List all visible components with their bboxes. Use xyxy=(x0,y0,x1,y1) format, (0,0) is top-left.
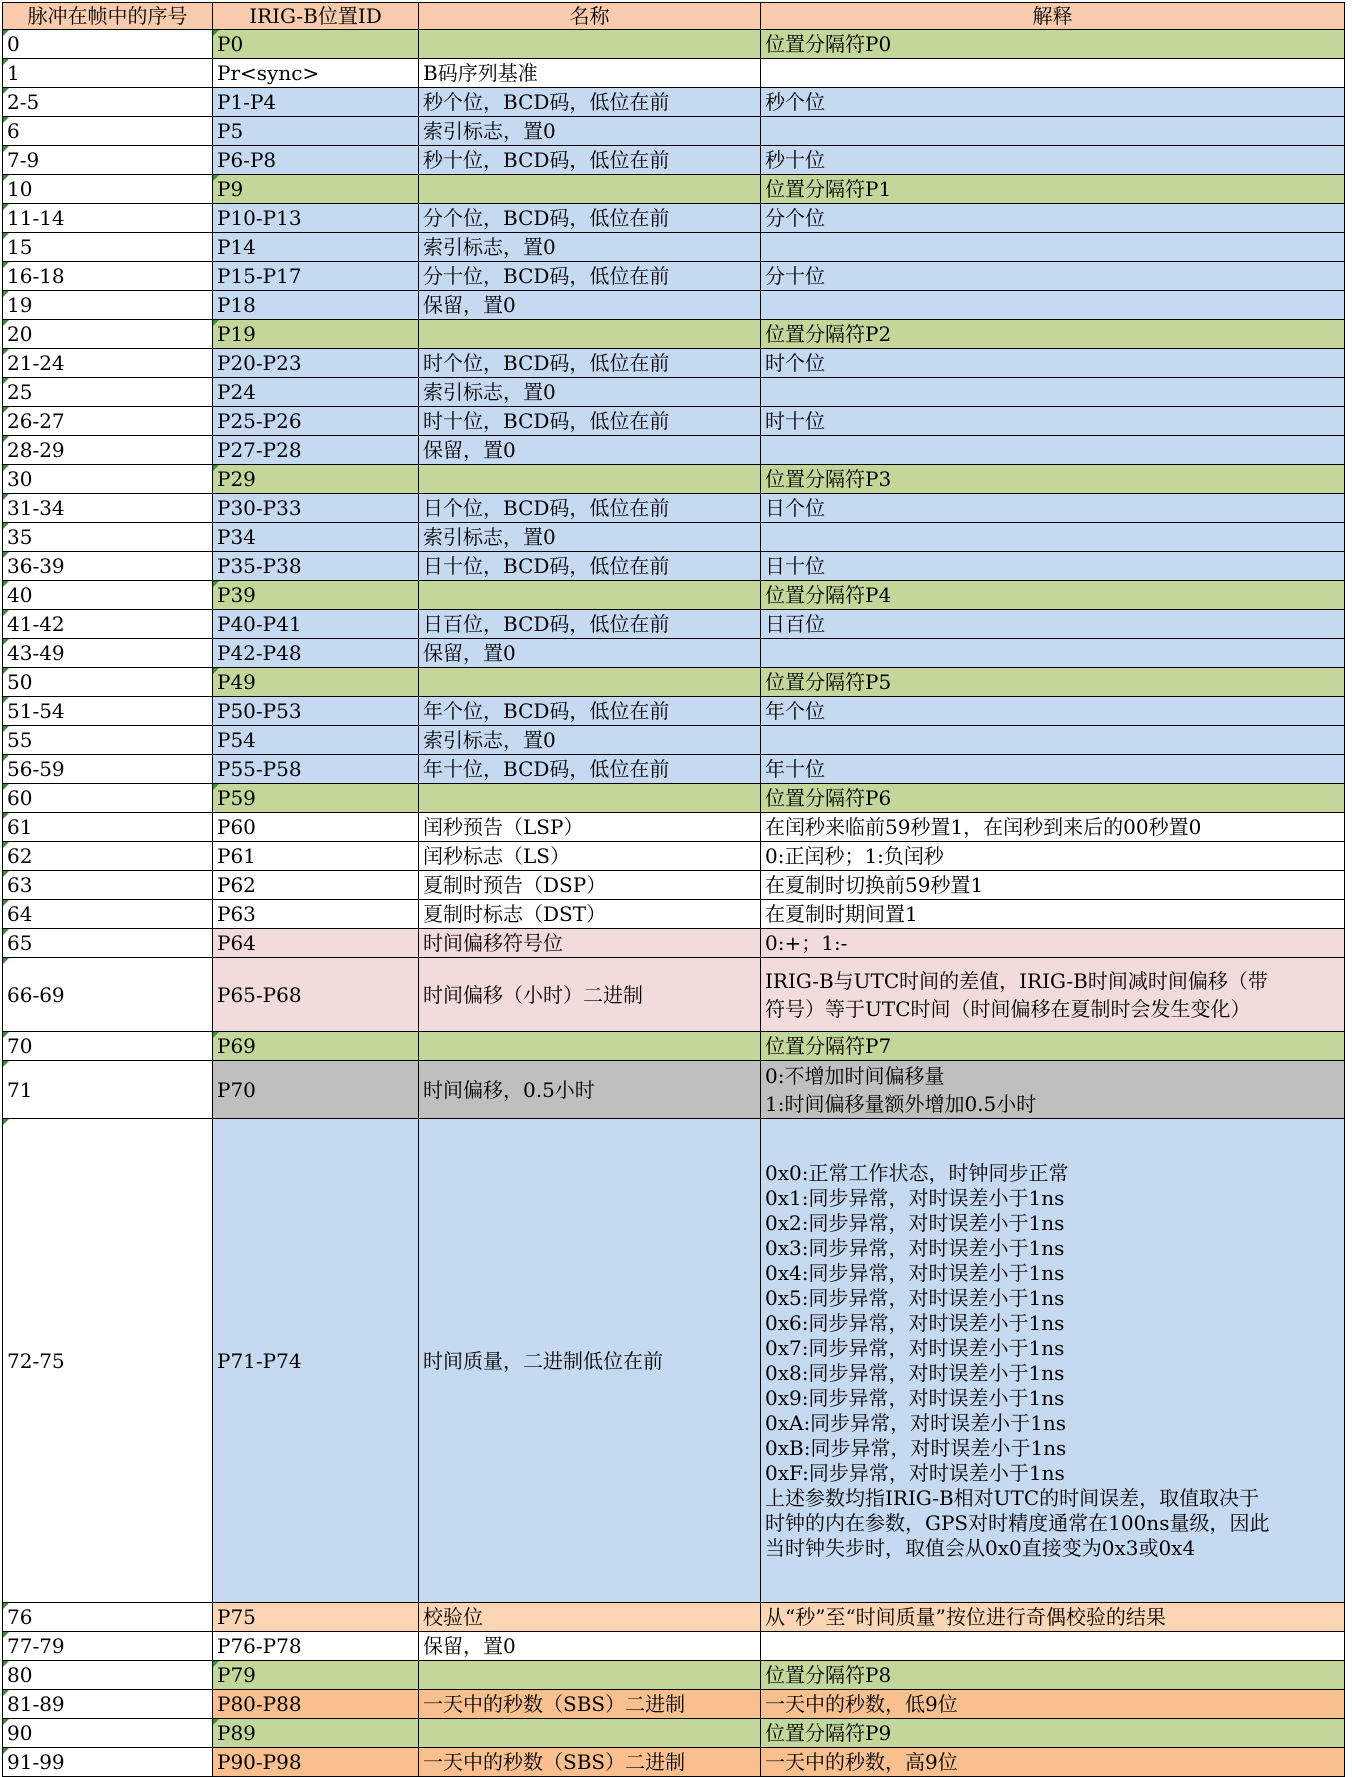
header-name[interactable]: 名称 xyxy=(419,3,761,30)
sequence-cell[interactable]: 60 xyxy=(3,784,213,813)
sequence-cell[interactable]: 43-49 xyxy=(3,639,213,668)
name-cell[interactable]: 秒十位，BCD码，低位在前 xyxy=(419,146,761,175)
name-cell[interactable]: 分个位，BCD码，低位在前 xyxy=(419,204,761,233)
position-id-cell[interactable]: P90-P98 xyxy=(213,1748,419,1777)
name-cell[interactable]: 一天中的秒数（SBS）二进制 xyxy=(419,1748,761,1777)
explanation-cell[interactable]: 分十位 xyxy=(761,262,1345,291)
table-row xyxy=(3,610,1345,639)
position-id-cell[interactable]: P34 xyxy=(213,523,419,552)
name-cell[interactable] xyxy=(419,581,761,610)
sequence-cell[interactable]: 51-54 xyxy=(3,697,213,726)
table-row xyxy=(3,581,1345,610)
sequence-cell[interactable]: 90 xyxy=(3,1719,213,1748)
position-id-cell[interactable]: P62 xyxy=(213,871,419,900)
explanation-cell[interactable]: 0:+；1:- xyxy=(761,929,1345,958)
position-id-cell[interactable]: P9 xyxy=(213,175,419,204)
sequence-cell[interactable]: 15 xyxy=(3,233,213,262)
table-row xyxy=(3,262,1345,291)
explanation-cell[interactable]: 位置分隔符P6 xyxy=(761,784,1345,813)
position-id-cell[interactable]: P49 xyxy=(213,668,419,697)
name-cell[interactable]: 索引标志，置0 xyxy=(419,378,761,407)
name-cell[interactable] xyxy=(419,784,761,813)
name-cell[interactable]: 校验位 xyxy=(419,1603,761,1632)
name-cell[interactable] xyxy=(419,1719,761,1748)
name-cell[interactable]: 年十位，BCD码，低位在前 xyxy=(419,755,761,784)
table-row xyxy=(3,407,1345,436)
explanation-cell[interactable]: 在闰秒来临前59秒置1，在闰秒到来后的00秒置0 xyxy=(761,813,1345,842)
position-id-cell[interactable]: P18 xyxy=(213,291,419,320)
table-row xyxy=(3,1603,1345,1632)
sequence-cell[interactable]: 66-69 xyxy=(3,958,213,1032)
position-id-cell[interactable]: P71-P74 xyxy=(213,1119,419,1603)
explanation-cell[interactable]: 日十位 xyxy=(761,552,1345,581)
table-body xyxy=(3,30,1345,1777)
position-id-cell[interactable]: P63 xyxy=(213,900,419,929)
position-id-cell[interactable]: P59 xyxy=(213,784,419,813)
position-id-cell[interactable]: P1-P4 xyxy=(213,88,419,117)
explanation-cell[interactable] xyxy=(761,117,1345,146)
name-cell[interactable]: 年个位，BCD码，低位在前 xyxy=(419,697,761,726)
sequence-cell[interactable]: 10 xyxy=(3,175,213,204)
position-id-cell[interactable]: P19 xyxy=(213,320,419,349)
name-cell[interactable]: 闰秒标志（LS） xyxy=(419,842,761,871)
explanation-cell[interactable]: 0:正闰秒；1:负闰秒 xyxy=(761,842,1345,871)
table-row xyxy=(3,175,1345,204)
position-id-cell[interactable]: P30-P33 xyxy=(213,494,419,523)
name-cell[interactable]: 夏制时预告（DSP） xyxy=(419,871,761,900)
sequence-cell[interactable]: 77-79 xyxy=(3,1632,213,1661)
table-row xyxy=(3,697,1345,726)
position-id-cell[interactable]: P70 xyxy=(213,1061,419,1119)
table-header xyxy=(3,3,1345,30)
sequence-cell[interactable]: 80 xyxy=(3,1661,213,1690)
table-row xyxy=(3,1661,1345,1690)
table-row xyxy=(3,523,1345,552)
name-cell[interactable]: 保留，置0 xyxy=(419,291,761,320)
name-cell[interactable]: 日十位，BCD码，低位在前 xyxy=(419,552,761,581)
sequence-cell[interactable]: 72-75 xyxy=(3,1119,213,1603)
position-id-cell[interactable]: P40-P41 xyxy=(213,610,419,639)
position-id-cell[interactable]: P60 xyxy=(213,813,419,842)
name-cell[interactable] xyxy=(419,1661,761,1690)
explanation-cell[interactable]: 位置分隔符P3 xyxy=(761,465,1345,494)
sequence-cell[interactable]: 40 xyxy=(3,581,213,610)
explanation-cell[interactable]: 位置分隔符P1 xyxy=(761,175,1345,204)
table-row xyxy=(3,436,1345,465)
position-id-cell[interactable]: P50-P53 xyxy=(213,697,419,726)
sequence-cell[interactable]: 6 xyxy=(3,117,213,146)
sequence-cell[interactable]: 2-5 xyxy=(3,88,213,117)
sequence-cell[interactable]: 65 xyxy=(3,929,213,958)
table-row xyxy=(3,813,1345,842)
header-sequence[interactable]: 脉冲在帧中的序号 xyxy=(3,3,213,30)
table-row xyxy=(3,552,1345,581)
position-id-cell[interactable]: Pr<sync> xyxy=(213,59,419,88)
table-row xyxy=(3,639,1345,668)
name-cell[interactable]: B码序列基准 xyxy=(419,59,761,88)
position-id-cell[interactable]: P61 xyxy=(213,842,419,871)
explanation-cell[interactable]: 一天中的秒数，低9位 xyxy=(761,1690,1345,1719)
explanation-cell[interactable]: 年个位 xyxy=(761,697,1345,726)
sequence-cell[interactable]: 31-34 xyxy=(3,494,213,523)
position-id-cell[interactable]: P80-P88 xyxy=(213,1690,419,1719)
position-id-cell[interactable]: P15-P17 xyxy=(213,262,419,291)
name-cell[interactable] xyxy=(419,175,761,204)
name-cell[interactable]: 索引标志，置0 xyxy=(419,233,761,262)
sequence-cell[interactable]: 50 xyxy=(3,668,213,697)
name-cell[interactable]: 闰秒预告（LSP） xyxy=(419,813,761,842)
sequence-cell[interactable]: 64 xyxy=(3,900,213,929)
sequence-cell[interactable]: 0 xyxy=(3,30,213,59)
name-cell[interactable]: 索引标志，置0 xyxy=(419,117,761,146)
explanation-cell[interactable]: 在夏制时期间置1 xyxy=(761,900,1345,929)
explanation-cell[interactable]: 一天中的秒数，高9位 xyxy=(761,1748,1345,1777)
table-row xyxy=(3,1632,1345,1661)
explanation-cell[interactable] xyxy=(761,378,1345,407)
name-cell[interactable]: 一天中的秒数（SBS）二进制 xyxy=(419,1690,761,1719)
sequence-cell[interactable]: 21-24 xyxy=(3,349,213,378)
table-row xyxy=(3,929,1345,958)
sequence-cell[interactable]: 62 xyxy=(3,842,213,871)
name-cell[interactable]: 保留，置0 xyxy=(419,639,761,668)
table-row xyxy=(3,1119,1345,1603)
name-cell[interactable]: 秒个位，BCD码，低位在前 xyxy=(419,88,761,117)
sequence-cell[interactable]: 19 xyxy=(3,291,213,320)
position-id-cell[interactable]: P54 xyxy=(213,726,419,755)
table-row xyxy=(3,1748,1345,1777)
position-id-cell[interactable]: P69 xyxy=(213,1032,419,1061)
irig-b-frame-table xyxy=(2,2,1345,1777)
sequence-cell[interactable]: 71 xyxy=(3,1061,213,1119)
position-id-cell[interactable]: P5 xyxy=(213,117,419,146)
table-row xyxy=(3,320,1345,349)
name-cell[interactable] xyxy=(419,465,761,494)
explanation-cell[interactable]: 位置分隔符P5 xyxy=(761,668,1345,697)
table-row xyxy=(3,349,1345,378)
position-id-cell[interactable]: P6-P8 xyxy=(213,146,419,175)
name-cell[interactable]: 索引标志，置0 xyxy=(419,523,761,552)
sequence-cell[interactable]: 81-89 xyxy=(3,1690,213,1719)
sequence-cell[interactable]: 55 xyxy=(3,726,213,755)
name-cell[interactable] xyxy=(419,668,761,697)
position-id-cell[interactable]: P89 xyxy=(213,1719,419,1748)
header-row xyxy=(3,3,1345,30)
explanation-cell[interactable]: 位置分隔符P2 xyxy=(761,320,1345,349)
table-row xyxy=(3,117,1345,146)
sequence-cell[interactable]: 25 xyxy=(3,378,213,407)
position-id-cell[interactable]: P29 xyxy=(213,465,419,494)
position-id-cell[interactable]: P76-P78 xyxy=(213,1632,419,1661)
name-cell[interactable]: 时间质量，二进制低位在前 xyxy=(419,1119,761,1603)
explanation-cell[interactable]: 0x0:正常工作状态，时钟同步正常 0x1:同步异常，对时误差小于1ns 0x2:同步异常，对时误差小于1ns 0x3:同步异常，对时误差小于1ns 0x4:同步异常，对时误差小于1ns 0x5:同步异常，对时误差小于1ns 0x6:同步异常，对时误差小于1ns 0x7:同步异常，对时误差小于1ns 0x8:同步异常，对时误差小于1ns 0x9:同步异常，对时误差小于1ns 0xA:同步异常，对时误差小于1ns 0xB:同步异常，对时误差小于1ns 0xF:同步异常，对时误差小于1ns 上述参数均指IRIG-B相对UTC的时间误差，取值取决于 时钟的内在参数，GPS对时精度通常在100ns量级，因此 当时钟失步时，取值会从0x0直接变为0x3或0x4 xyxy=(761,1119,1345,1603)
header-explanation[interactable]: 解释 xyxy=(761,3,1345,30)
sequence-cell[interactable]: 1 xyxy=(3,59,213,88)
sequence-cell[interactable]: 20 xyxy=(3,320,213,349)
name-cell[interactable]: 时间偏移（小时）二进制 xyxy=(419,958,761,1032)
explanation-cell[interactable]: 秒十位 xyxy=(761,146,1345,175)
position-id-cell[interactable]: P0 xyxy=(213,30,419,59)
explanation-cell[interactable]: 位置分隔符P9 xyxy=(761,1719,1345,1748)
position-id-cell[interactable]: P35-P38 xyxy=(213,552,419,581)
explanation-cell[interactable]: 0:不增加时间偏移量 1:时间偏移量额外增加0.5小时 xyxy=(761,1061,1345,1119)
position-id-cell[interactable]: P10-P13 xyxy=(213,204,419,233)
explanation-cell[interactable]: 年十位 xyxy=(761,755,1345,784)
sequence-cell[interactable]: 41-42 xyxy=(3,610,213,639)
table-row xyxy=(3,755,1345,784)
position-id-cell[interactable]: P79 xyxy=(213,1661,419,1690)
name-cell[interactable]: 保留，置0 xyxy=(419,1632,761,1661)
position-id-cell[interactable]: P55-P58 xyxy=(213,755,419,784)
explanation-cell[interactable] xyxy=(761,291,1345,320)
explanation-cell[interactable]: 位置分隔符P0 xyxy=(761,30,1345,59)
header-position-id[interactable]: IRIG-B位置ID xyxy=(213,3,419,30)
name-cell[interactable]: 日个位，BCD码，低位在前 xyxy=(419,494,761,523)
table-row xyxy=(3,958,1345,1032)
table-row xyxy=(3,146,1345,175)
explanation-cell[interactable]: 分个位 xyxy=(761,204,1345,233)
explanation-cell[interactable]: 在夏制时切换前59秒置1 xyxy=(761,871,1345,900)
sequence-cell[interactable]: 28-29 xyxy=(3,436,213,465)
explanation-cell[interactable] xyxy=(761,1632,1345,1661)
position-id-cell[interactable]: P24 xyxy=(213,378,419,407)
sequence-cell[interactable]: 11-14 xyxy=(3,204,213,233)
name-cell[interactable]: 日百位，BCD码，低位在前 xyxy=(419,610,761,639)
explanation-cell[interactable] xyxy=(761,59,1345,88)
position-id-cell[interactable]: P64 xyxy=(213,929,419,958)
explanation-cell[interactable]: 日百位 xyxy=(761,610,1345,639)
sequence-cell[interactable]: 91-99 xyxy=(3,1748,213,1777)
sequence-cell[interactable]: 76 xyxy=(3,1603,213,1632)
explanation-cell[interactable] xyxy=(761,233,1345,262)
table-row xyxy=(3,1061,1345,1119)
sequence-cell[interactable]: 63 xyxy=(3,871,213,900)
table-row xyxy=(3,900,1345,929)
table-row xyxy=(3,204,1345,233)
explanation-cell[interactable]: 时个位 xyxy=(761,349,1345,378)
name-cell[interactable]: 时间偏移，0.5小时 xyxy=(419,1061,761,1119)
sequence-cell[interactable]: 70 xyxy=(3,1032,213,1061)
table-row xyxy=(3,842,1345,871)
table-row xyxy=(3,871,1345,900)
name-cell[interactable]: 时个位，BCD码，低位在前 xyxy=(419,349,761,378)
sequence-cell[interactable]: 7-9 xyxy=(3,146,213,175)
sequence-cell[interactable]: 56-59 xyxy=(3,755,213,784)
name-cell[interactable] xyxy=(419,1032,761,1061)
name-cell[interactable]: 时十位，BCD码，低位在前 xyxy=(419,407,761,436)
table-row xyxy=(3,30,1345,59)
table-row xyxy=(3,465,1345,494)
explanation-cell[interactable] xyxy=(761,726,1345,755)
name-cell[interactable] xyxy=(419,30,761,59)
table-row xyxy=(3,291,1345,320)
position-id-cell[interactable]: P42-P48 xyxy=(213,639,419,668)
position-id-cell[interactable]: P20-P23 xyxy=(213,349,419,378)
table-row xyxy=(3,1032,1345,1061)
sequence-cell[interactable]: 30 xyxy=(3,465,213,494)
table-row xyxy=(3,59,1345,88)
explanation-cell[interactable]: 日个位 xyxy=(761,494,1345,523)
sequence-cell[interactable]: 35 xyxy=(3,523,213,552)
table-row xyxy=(3,378,1345,407)
position-id-cell[interactable]: P25-P26 xyxy=(213,407,419,436)
position-id-cell[interactable]: P75 xyxy=(213,1603,419,1632)
explanation-cell[interactable]: IRIG-B与UTC时间的差值，IRIG-B时间减时间偏移（带 符号）等于UTC时间（时间偏移在夏制时会发生变化） xyxy=(761,958,1345,1032)
explanation-cell[interactable] xyxy=(761,639,1345,668)
table-row xyxy=(3,1719,1345,1748)
name-cell[interactable] xyxy=(419,320,761,349)
explanation-cell[interactable] xyxy=(761,436,1345,465)
table-row xyxy=(3,784,1345,813)
position-id-cell[interactable]: P27-P28 xyxy=(213,436,419,465)
sequence-cell[interactable]: 26-27 xyxy=(3,407,213,436)
explanation-cell[interactable]: 位置分隔符P7 xyxy=(761,1032,1345,1061)
explanation-cell[interactable] xyxy=(761,523,1345,552)
table-row xyxy=(3,726,1345,755)
name-cell[interactable]: 索引标志，置0 xyxy=(419,726,761,755)
table-row xyxy=(3,494,1345,523)
table-row xyxy=(3,88,1345,117)
position-id-cell[interactable]: P65-P68 xyxy=(213,958,419,1032)
name-cell[interactable]: 时间偏移符号位 xyxy=(419,929,761,958)
sequence-cell[interactable]: 61 xyxy=(3,813,213,842)
sequence-cell[interactable]: 36-39 xyxy=(3,552,213,581)
name-cell[interactable]: 分十位，BCD码，低位在前 xyxy=(419,262,761,291)
explanation-cell[interactable]: 位置分隔符P8 xyxy=(761,1661,1345,1690)
table-row xyxy=(3,668,1345,697)
position-id-cell[interactable]: P14 xyxy=(213,233,419,262)
name-cell[interactable]: 保留，置0 xyxy=(419,436,761,465)
explanation-cell[interactable]: 位置分隔符P4 xyxy=(761,581,1345,610)
position-id-cell[interactable]: P39 xyxy=(213,581,419,610)
explanation-cell[interactable]: 秒个位 xyxy=(761,88,1345,117)
explanation-cell[interactable]: 时十位 xyxy=(761,407,1345,436)
explanation-cell[interactable]: 从“秒”至“时间质量”按位进行奇偶校验的结果 xyxy=(761,1603,1345,1632)
sequence-cell[interactable]: 16-18 xyxy=(3,262,213,291)
table-row xyxy=(3,233,1345,262)
table-row xyxy=(3,1690,1345,1719)
name-cell[interactable]: 夏制时标志（DST） xyxy=(419,900,761,929)
